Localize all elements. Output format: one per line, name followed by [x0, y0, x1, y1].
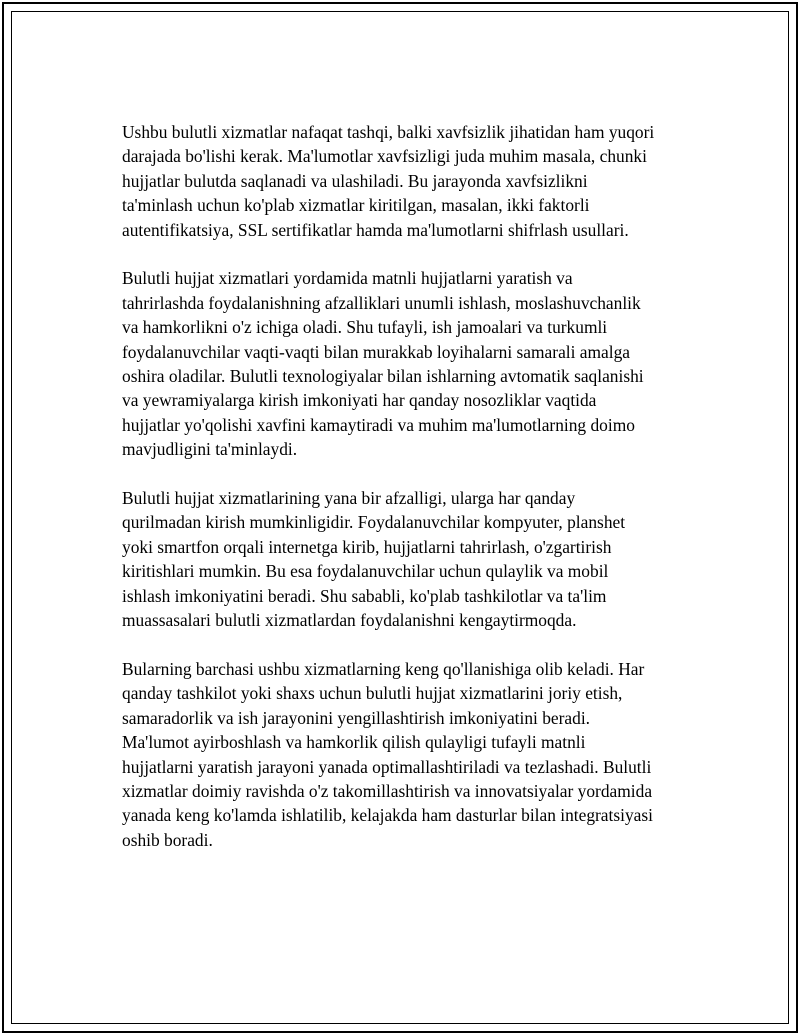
text-line: ta'minlash uchun ko'plab xizmatlar kiritilgan, masalan, ikki faktorli — [122, 195, 590, 216]
text-line: oshira oladilar. Bulutli texnologiyalar bilan ishlarning avtomatik saqlanishi — [122, 366, 644, 387]
text-line: muassasalari bulutli xizmatlardan foydalanishni kengaytirmoqda. — [122, 610, 577, 631]
text-line: autentifikatsiya, SSL sertifikatlar hamda ma'lumotlarni shifrlash usullari. — [122, 219, 629, 240]
text-line: qanday tashkilot yoki shaxs uchun bulutli hujjat xizmatlarini joriy etish, — [122, 683, 623, 704]
text-line: Ma'lumot ayirboshlash va hamkorlik qilish qulayligi tufayli matnli — [122, 732, 586, 753]
text-line: hujjatlar bulutda saqlanadi va ulashiladi. Bu jarayonda xavfsizlikni — [122, 170, 588, 191]
text-line: va hamkorlikni o'z ichiga oladi. Shu tufayli, ish jamoalari va turkumli — [122, 317, 608, 338]
text-line: va yewramiyalarga kirish imkoniyati har qanday nosozliklar vaqtida — [122, 390, 597, 411]
text-line: Ushbu bulutli xizmatlar nafaqat tashqi, balki xavfsizlik jihatidan ham yuqori — [122, 122, 655, 142]
paragraph-conclusion — [122, 657, 702, 852]
text-line: ishlash imkoniyatini beradi. Shu sababli, ko'plab tashkilotlar va ta'lim — [122, 585, 607, 606]
text-line: Bularning barchasi ushbu xizmatlarning keng qo'llanishiga olib keladi. Har — [122, 658, 645, 679]
paragraph-security — [122, 120, 702, 242]
text-line: oshib boradi. — [122, 829, 213, 850]
text-line: hujjatlarni yaratish jarayoni yanada optimallashtiriladi va tezlashadi. Bulutli — [122, 756, 652, 777]
page-frame — [2, 2, 798, 1033]
text-line: mavjudligini ta'minlaydi. — [122, 439, 298, 460]
text-line: hujjatlar yo'qolishi xavfini kamaytiradi va muhim ma'lumotlarning doimo — [122, 414, 635, 435]
text-line: xizmatlar doimiy ravishda o'z takomillashtirish va innovatsiyalar yordamida — [122, 780, 653, 801]
text-line: foydalanuvchilar vaqti-vaqti bilan murakkab loyihalarni samarali amalga — [122, 341, 631, 362]
text-line: darajada bo'lishi kerak. Ma'lumotlar xavfsizligi juda muhim masala, chunki — [122, 146, 647, 167]
text-line: yanada keng ko'lamda ishlatilib, kelajakda ham dasturlar bilan integratsiyasi — [122, 805, 653, 826]
paragraph-advantages — [122, 266, 702, 461]
text-line: samaradorlik va ish jarayonini yengillashtirish imkoniyatini beradi. — [122, 707, 590, 728]
text-line: yoki smartfon orqali internetga kirib, hujjatlarni tahrirlash, o'zgartirish — [122, 536, 612, 557]
text-line: qurilmadan kirish mumkinligidir. Foydalanuvchilar kompyuter, planshet — [122, 512, 626, 533]
text-line: kiritishlari mumkin. Bu esa foydalanuvchilar uchun qulaylik va mobil — [122, 561, 609, 582]
text-line: Bulutli hujjat xizmatlari yordamida matnli hujjatlarni yaratish va — [122, 268, 573, 289]
text-line: tahrirlashda foydalanishning afzalliklari unumli ishlash, moslashuvchanlik — [122, 292, 641, 313]
document-body — [122, 120, 702, 877]
paragraph-access — [122, 486, 702, 632]
text-line: Bulutli hujjat xizmatlarining yana bir afzalligi, ularga har qanday — [122, 488, 576, 509]
